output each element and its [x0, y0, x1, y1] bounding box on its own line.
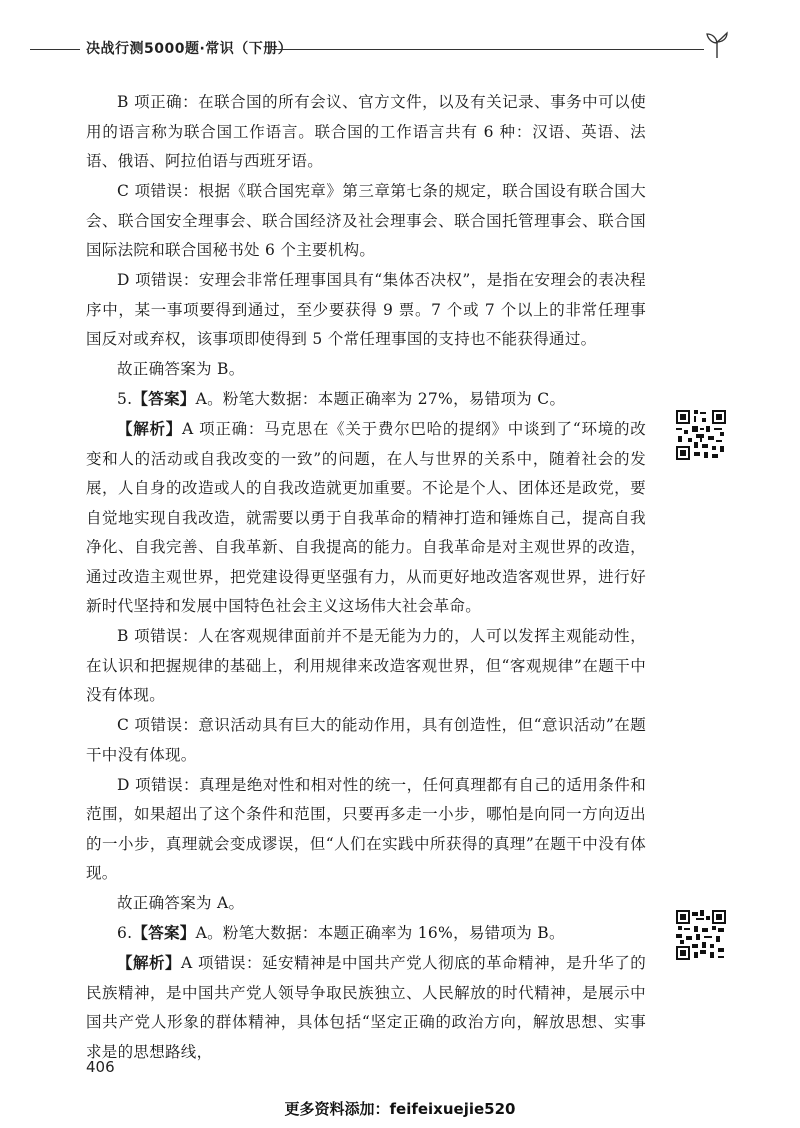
analysis-tag: 【解析】 [117, 420, 182, 438]
analysis-tag: 【解析】 [117, 954, 182, 972]
page-number: 406 [86, 1058, 115, 1076]
answer-text: A。粉笔大数据：本题正确率为 27%，易错项为 C。 [195, 390, 566, 408]
qr-code-icon[interactable] [676, 910, 726, 960]
sprout-icon [704, 30, 730, 60]
analysis-text: A 项正确：马克思在《关于费尔巴哈的提纲》中谈到了“环境的改变和人的活动或自我改变的一致”的问题，在人与世界的关系中，随着社会的发展，人自身的改造或人的自我改造就更加重要。不论是个人、团体还是政党，要自觉地实现自我改造，就需要以勇于自我革命的精神打造和锤炼自己，提高自我净化、自我完善、自我革新、自我提高的能力。自我革命是对主观世界的改造，通过改造主观世界，把党建设得更坚强有力，从而更好地改造客观世界，进行好新时代坚持和发展中国特色社会主义这场伟大社会革命。 [86, 420, 646, 615]
header-rule-right [272, 49, 704, 50]
question-6-analysis [86, 949, 646, 1067]
paragraph-option-d: D 项错误：安理会非常任理事国具有“集体否决权”，是指在安理会的表决程序中，某一事项要得到通过，至少要获得 9 票。7 个或 7 个以上的非常任理事国反对或弃权，该事项即使得到 5 个常任理事国的支持也不能获得通过。 [86, 271, 646, 348]
analysis-text: A 项错误：延安精神是中国共产党人彻底的革命精神，是升华了的民族精神，是中国共产党人领导争取民族独立、人民解放的时代精神，是展示中国共产党人形象的群体精神，具体包括“坚定正确的政治方向，解放思想、实事求是的思想路线， [86, 954, 647, 1061]
page-body [86, 88, 646, 1067]
answer-tag: 【答案】 [132, 924, 196, 942]
paragraph-option-d: D 项错误：真理是绝对性和相对性的统一，任何真理都有自己的适用条件和范围，如果超出了这个条件和范围，只要再多走一小步，哪怕是向同一方向迈出的一小步，真理就会变成谬误，但“人们在实践中所获得的真理”在题干中没有体现。 [86, 775, 646, 882]
answer-conclusion: 故正确答案为 B。 [117, 360, 245, 378]
book-title: 决战行测5000题·常识（下册） [86, 41, 293, 57]
paragraph-option-c: C 项错误：根据《联合国宪章》第三章第七条的规定，联合国设有联合国大会、联合国安全理事会、联合国经济及社会理事会、联合国托管理事会、联合国国际法院和联合国秘书处 6 个主要机构。 [86, 182, 646, 259]
answer-text: A。粉笔大数据：本题正确率为 16%，易错项为 B。 [195, 924, 565, 942]
question-5-answer [86, 385, 646, 415]
question-5-analysis [86, 415, 646, 622]
question-6-answer [86, 919, 646, 949]
running-header [0, 28, 800, 68]
paragraph-option-c: C 项错误：意识活动具有巨大的能动作用，具有创造性，但“意识活动”在题干中没有体现。 [86, 716, 646, 764]
paragraph-option-b: B 项正确：在联合国的所有会议、官方文件，以及有关记录、事务中可以使用的语言称为联合国工作语言。联合国的工作语言共有 6 种：汉语、英语、法语、俄语、阿拉伯语与西班牙语。 [86, 93, 646, 170]
footer-note: 更多资料添加：feifeixuejie520 [284, 1100, 516, 1118]
paragraph-option-b: B 项错误：人在客观规律面前并不是无能为力的，人可以发挥主观能动性，在认识和把握规律的基础上，利用规律来改造客观世界，但“客观规律”在题干中没有体现。 [86, 627, 646, 704]
answer-conclusion: 故正确答案为 A。 [117, 894, 245, 912]
qr-code-icon[interactable] [676, 410, 726, 460]
question-number: 5. [117, 390, 133, 408]
header-rule-left [30, 49, 80, 50]
question-number: 6. [117, 924, 133, 942]
answer-tag: 【答案】 [132, 390, 196, 408]
